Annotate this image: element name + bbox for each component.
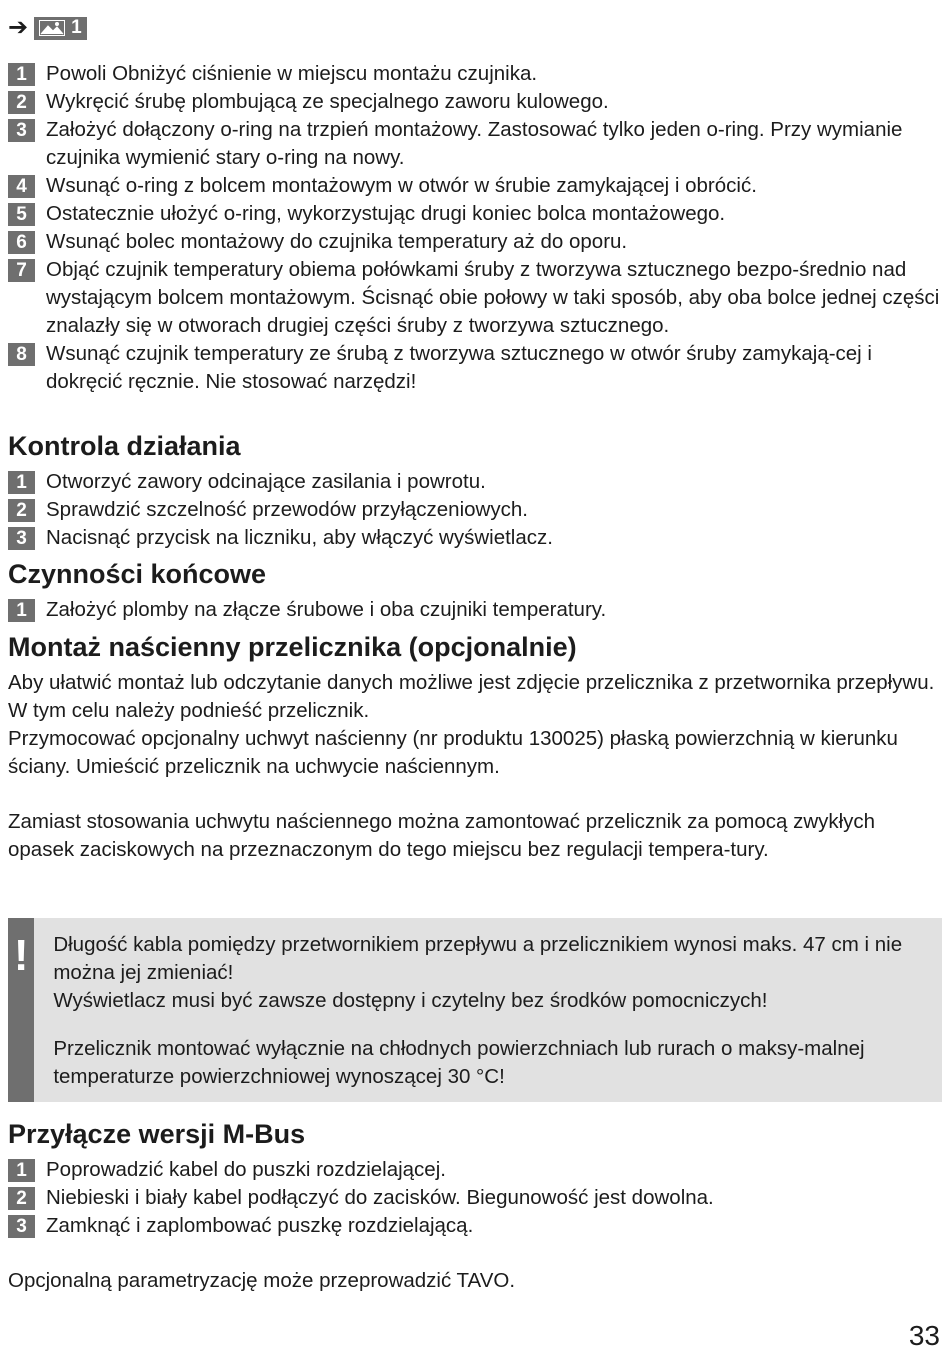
step-text: Założyć dołączony o-ring na trzpień montażowy. Zastosować tylko jeden o-ring. Przy wymianie czujnika wymienić stary o-ring na nowy. — [46, 118, 903, 169]
step-item — [8, 524, 942, 552]
montaz-paragraph-1 — [8, 669, 942, 781]
step-number: 2 — [8, 499, 35, 522]
step-item — [8, 340, 942, 396]
warning-text-1 — [53, 931, 932, 1015]
czynnosci-steps-list — [8, 596, 942, 624]
install-steps-list — [8, 60, 942, 396]
step-item — [8, 88, 942, 116]
step-number: 8 — [8, 343, 35, 366]
step-item — [8, 116, 942, 172]
step-item — [8, 468, 942, 496]
section-heading-czynnosci: Czynności końcowe — [8, 559, 267, 589]
montaz-text-1a: Aby ułatwić montaż lub odczytanie danych możliwe jest zdjęcie przelicznika z przetwornika przepływu. W tym celu należy podnieść przelicznik. — [8, 671, 935, 722]
step-item — [8, 496, 942, 524]
kontrola-steps-list — [8, 468, 942, 552]
section-heading-montaz: Montaż naścienny przelicznika (opcjonalnie) — [8, 632, 577, 662]
step-text: Nacisnąć przycisk na liczniku, aby włączyć wyświetlacz. — [46, 526, 553, 549]
final-note: Opcjonalną parametryzację może przeprowadzić TAVO. — [8, 1269, 516, 1292]
step-text: Wsunąć o-ring z bolcem montażowym w otwór w śrubie zamykającej i obrócić. — [46, 174, 757, 197]
step-text: Założyć plomby na złącze śrubowe i oba czujniki temperatury. — [46, 598, 607, 621]
picture-icon — [39, 20, 65, 36]
step-text: Powoli Obniżyć ciśnienie w miejscu montażu czujnika. — [46, 62, 538, 85]
step-number: 1 — [8, 1159, 35, 1182]
step-number: 2 — [8, 91, 35, 114]
step-item — [8, 60, 942, 88]
step-text: Otworzyć zawory odcinające zasilania i powrotu. — [46, 470, 486, 493]
figure-badge — [34, 17, 87, 40]
section-heading-mbus: Przyłącze wersji M-Bus — [8, 1119, 306, 1149]
step-number: 2 — [8, 1187, 35, 1210]
montaz-text-1b: Przymocować opcjonalny uchwyt naścienny (nr produktu 130025) płaską powierzchnią w kierunku ściany. Umieścić przelicznik na uchwycie naściennym. — [8, 727, 898, 778]
warning-text-1a: Długość kabla pomiędzy przetwornikiem przepływu a przelicznikiem wynosi maks. 47 cm i nie można jej zmieniać! — [53, 933, 903, 984]
step-text: Objąć czujnik temperatury obiema połówkami śruby z tworzywa sztucznego bezpo-średnio nad wystającym bolcem montażowym. Ścisnąć obie połowy w taki sposób, aby oba bolce jednej części znalazły się w otworach drugiej części śruby z tworzywa sztucznego. — [46, 258, 940, 337]
step-item — [8, 1156, 942, 1184]
step-number: 1 — [8, 599, 35, 622]
step-item — [8, 596, 942, 624]
step-number: 3 — [8, 119, 35, 142]
step-number: 5 — [8, 203, 35, 226]
step-text: Poprowadzić kabel do puszki rozdzielającej. — [46, 1158, 446, 1181]
step-item — [8, 256, 942, 340]
step-number: 7 — [8, 259, 35, 282]
warning-box — [8, 918, 942, 1102]
arrow-right-icon: ➔ — [8, 14, 29, 41]
step-number: 1 — [8, 471, 35, 494]
exclamation-icon: ! — [8, 918, 34, 1102]
figure-reference — [8, 14, 87, 42]
warning-content — [34, 918, 942, 1102]
step-number: 1 — [8, 63, 35, 86]
step-text: Wsunąć bolec montażowy do czujnika temperatury aż do oporu. — [46, 230, 628, 253]
figure-number: 1 — [71, 17, 82, 38]
warning-text-2: Przelicznik montować wyłącznie na chłodnych powierzchniach lub rurach o maksy-malnej temperaturze powierzchniowej wynoszącej 30 °C! — [53, 1037, 865, 1088]
step-item — [8, 228, 942, 256]
section-heading-kontrola: Kontrola działania — [8, 431, 241, 461]
step-item — [8, 172, 942, 200]
step-number: 4 — [8, 175, 35, 198]
step-text: Wykręcić śrubę plombującą ze specjalnego zaworu kulowego. — [46, 90, 609, 113]
step-text: Zamknąć i zaplombować puszkę rozdzielającą. — [46, 1214, 474, 1237]
step-item — [8, 1212, 942, 1240]
step-item — [8, 1184, 942, 1212]
step-text: Niebieski i biały kabel podłączyć do zacisków. Biegunowość jest dowolna. — [46, 1186, 714, 1209]
step-number: 3 — [8, 527, 35, 550]
step-text: Sprawdzić szczelność przewodów przyłączeniowych. — [46, 498, 528, 521]
step-text: Ostatecznie ułożyć o-ring, wykorzystując drugi koniec bolca montażowego. — [46, 202, 726, 225]
warning-text-1b: Wyświetlacz musi być zawsze dostępny i czytelny bez środków pomocniczych! — [53, 989, 768, 1012]
step-number: 3 — [8, 1215, 35, 1238]
montaz-paragraph-2: Zamiast stosowania uchwytu naściennego można zamontować przelicznik za pomocą zwykłych opasek zaciskowych na przeznaczonym do tego miejscu bez regulacji tempera-tury. — [8, 810, 876, 861]
mbus-steps-list — [8, 1156, 942, 1240]
page-number: 33 — [908, 1320, 940, 1351]
step-number: 6 — [8, 231, 35, 254]
step-text: Wsunąć czujnik temperatury ze śrubą z tworzywa sztucznego w otwór śruby zamykają-cej i dokręcić ręcznie. Nie stosować narzędzi! — [46, 342, 872, 393]
step-item — [8, 200, 942, 228]
